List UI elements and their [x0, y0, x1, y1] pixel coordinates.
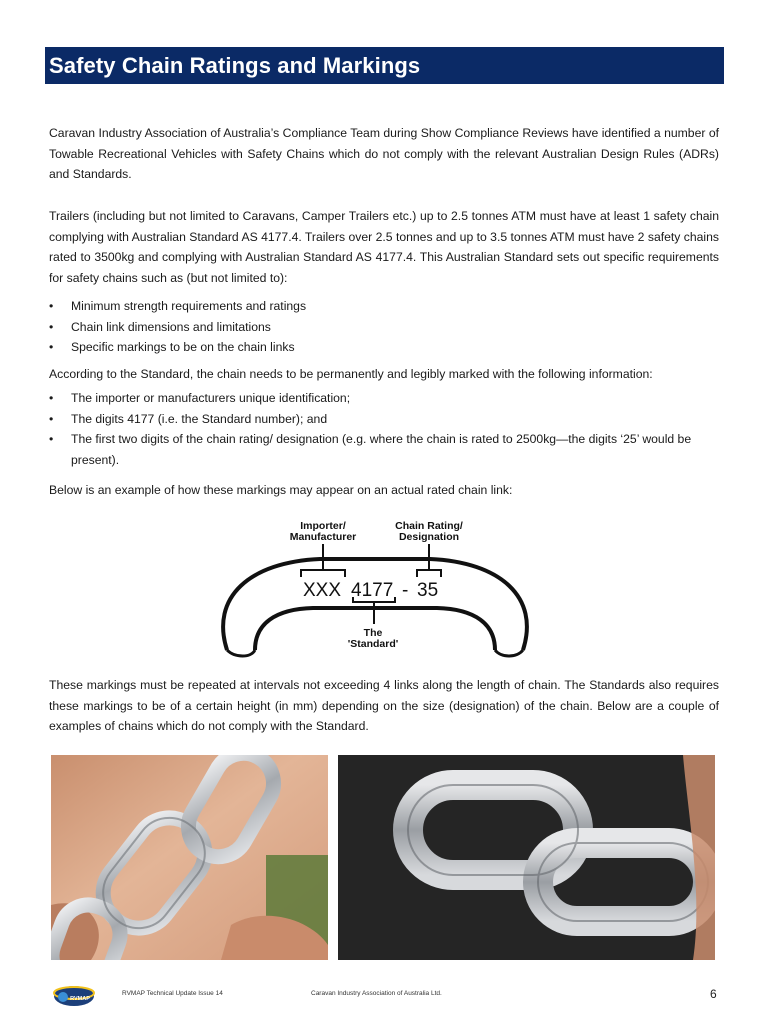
paragraph-example: Below is an example of how these markings may appear on an actual rated chain link:	[49, 483, 513, 497]
page-title: Safety Chain Ratings and Markings	[49, 53, 421, 78]
marking-rating-digits: 35	[417, 580, 439, 601]
paragraph-trailers: Trailers (including but not limited to Caravans, Camper Trailers etc.) up to 2.5 tonnes ATM must have at least 1 safety chain complying with Australian Standard AS 4177.4. Trailers over 2.5 tonnes and up to 3.5 tonnes ATM must have 2 safety chains rated to 3500kg and complying with Australian Standard AS 4177.4. This Australian Standard sets out specific requirements for safety chains such as (but not limited to):	[49, 209, 719, 285]
chain-link-left-end	[227, 650, 255, 656]
rvmap-logo-text: RVMAP	[70, 996, 90, 1002]
footer-issue-label: RVMAP Technical Update Issue 14	[122, 990, 223, 997]
list-item: • Minimum strength requirements and ratings	[49, 296, 719, 317]
marking-dash: -	[402, 580, 409, 601]
chain-photo-closeup-image	[338, 755, 715, 960]
marking-intro-paragraph	[49, 364, 719, 385]
chain-link-marking-diagram	[205, 512, 545, 662]
label-rating-line1: Chain Rating/	[395, 520, 463, 532]
list-item: • The first two digits of the chain rating/ designation (e.g. where the chain is rated to 2500kg—the digits ‘25’ would be present).	[49, 429, 719, 470]
requirements-list	[49, 296, 719, 358]
label-importer-line1: Importer/	[300, 520, 346, 532]
marking-manufacturer-code: XXX	[303, 580, 342, 601]
intro-paragraph	[49, 123, 719, 185]
label-standard-line1: The	[363, 627, 383, 639]
example-intro-paragraph	[49, 480, 719, 501]
paragraph-intervals: These markings must be repeated at intervals not exceeding 4 links along the length of chain. The Standards also requires these markings to be of a certain height (in mm) depending on the size (designation) of the chain. Below are a couple of examples of chains which do not comply with the Standard.	[49, 678, 719, 734]
list-item: • The importer or manufacturers unique identification;	[49, 388, 719, 409]
list-item: • Chain link dimensions and limitations	[49, 317, 719, 338]
rating-bracket	[417, 570, 441, 577]
label-rating-line2: Designation	[398, 531, 460, 543]
repeat-interval-paragraph	[49, 675, 719, 737]
footer-organisation: Caravan Industry Association of Australia Ltd.	[311, 990, 442, 997]
markings-list	[49, 388, 719, 470]
chain-link-right-end	[495, 650, 523, 656]
list-item: • Specific markings to be on the chain links	[49, 337, 719, 358]
label-importer-line2: Manufacturer	[289, 531, 357, 543]
list-item: • The digits 4177 (i.e. the Standard number); and	[49, 409, 719, 430]
section-title-bar	[45, 47, 724, 84]
chain-photo-hand-image	[51, 755, 328, 960]
page-number: 6	[710, 987, 717, 1001]
rvmap-logo	[52, 984, 112, 1008]
chain-photo-hand	[51, 755, 328, 960]
paragraph-standard: According to the Standard, the chain needs to be permanently and legibly marked with the following information:	[49, 367, 653, 381]
importer-bracket	[301, 570, 345, 577]
chain-photo-closeup	[338, 755, 715, 960]
label-standard-line2: 'Standard'	[347, 638, 399, 650]
marking-standard-number: 4177	[351, 580, 394, 601]
page-footer	[0, 984, 768, 1012]
paragraph-compliance: Caravan Industry Association of Australia’s Compliance Team during Show Compliance Reviews have identified a number of Towable Recreational Vehicles with Safety Chains which do not comply with the relevant Australian Design Rules (ADRs) and Standards.	[49, 126, 719, 182]
trailer-requirements-paragraph	[49, 206, 719, 288]
